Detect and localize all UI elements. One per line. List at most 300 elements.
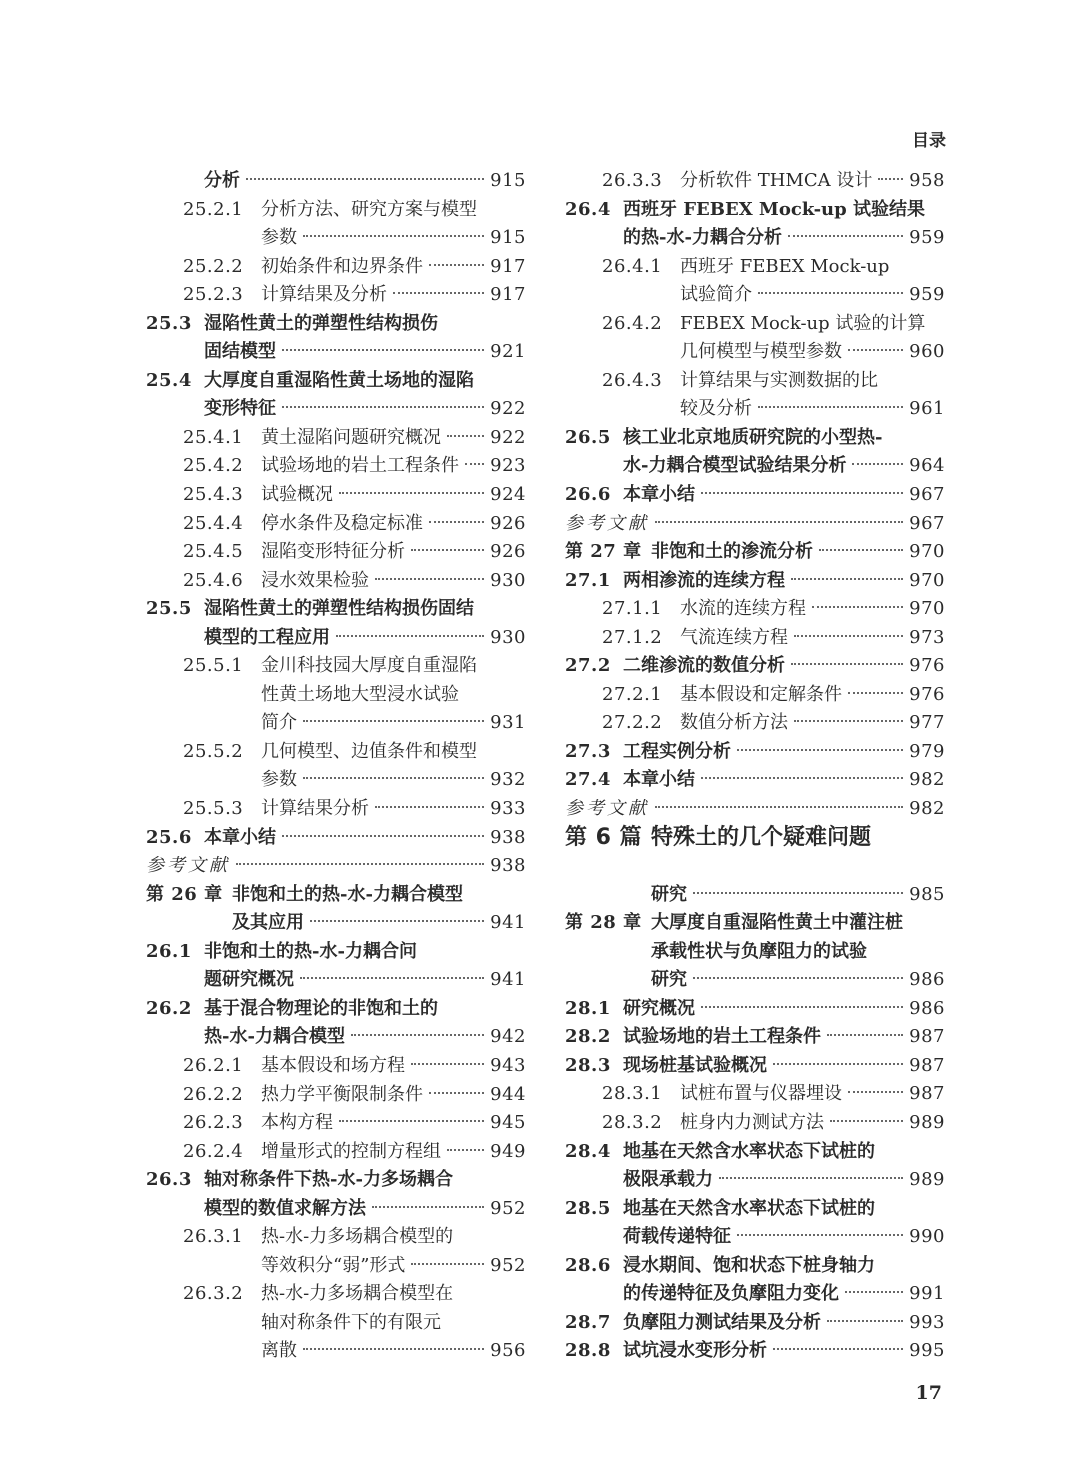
toc-entry [146, 681, 526, 710]
toc-entry [565, 310, 945, 339]
toc-entry [146, 1252, 526, 1281]
toc-entry-page: 952 [490, 1197, 526, 1219]
toc-entry [146, 224, 526, 253]
toc-entry-page: 917 [490, 255, 526, 277]
toc-entry-page: 915 [490, 170, 526, 191]
toc-entry-number: 25.4.2 [183, 455, 244, 477]
toc-entry-page: 959 [909, 227, 945, 249]
toc-entry [565, 709, 945, 738]
toc-entry-page: 985 [909, 883, 945, 905]
toc-entry-page: 956 [490, 1340, 526, 1362]
toc-entry [565, 281, 945, 310]
toc-entry [565, 738, 945, 767]
toc-entry-page: 964 [909, 455, 945, 477]
toc-entry [565, 624, 945, 653]
toc-entry-page: 982 [909, 769, 945, 791]
toc-entry [565, 909, 945, 938]
toc-entry-title: 非饱和土的渗流分析 [651, 541, 813, 563]
toc-entry-title: 本章小结 [204, 826, 276, 848]
toc-entry [565, 938, 945, 967]
dot-leader [693, 977, 903, 979]
toc-entry-title: 本章小结 [623, 769, 695, 791]
dot-leader [812, 606, 903, 608]
toc-entry [146, 196, 526, 225]
toc-entry-title: 核工业北京地质研究院的小型热- [623, 426, 883, 448]
toc-entry-title: 研究 [651, 883, 687, 905]
toc-entry [146, 652, 526, 681]
dot-leader [719, 1177, 903, 1179]
dot-leader [429, 521, 484, 523]
toc-entry [146, 938, 526, 967]
dot-leader [848, 692, 903, 694]
dot-leader [303, 1348, 484, 1350]
toc-entry [565, 167, 945, 196]
toc-entry-page: 921 [490, 341, 526, 363]
toc-entry-title: 参数 [261, 769, 297, 791]
toc-entry-number: 26.4 [565, 198, 611, 220]
toc-entry-number: 28.1 [565, 997, 611, 1019]
toc-entry [146, 966, 526, 995]
toc-entry-title: 数值分析方法 [680, 712, 788, 734]
toc-entry-page: 917 [490, 284, 526, 306]
toc-entry-title: 湿陷性黄土的弹塑性结构损伤固结 [204, 598, 474, 620]
toc-entry-page: 986 [909, 997, 945, 1019]
toc-entry-title: 模型的工程应用 [204, 626, 330, 648]
toc-entry-page: 958 [909, 170, 945, 191]
dot-leader [411, 1263, 484, 1265]
toc-entry [146, 1223, 526, 1252]
toc-entry-number: 27.1.2 [602, 626, 663, 648]
toc-entry-title: 黄土湿陷问题研究概况 [261, 426, 441, 448]
toc-entry-page: 995 [909, 1340, 945, 1362]
toc-entry-title: 研究 [651, 969, 687, 991]
dot-leader [375, 578, 484, 580]
toc-entry-title: 非饱和土的热-水-力耦合问 [204, 940, 417, 962]
toc-entry-page: 943 [490, 1054, 526, 1076]
toc-entry [146, 510, 526, 539]
dot-leader [830, 1120, 903, 1122]
toc-entry-page: 932 [490, 769, 526, 791]
toc-entry-title: 试验简介 [680, 284, 752, 306]
toc-entry [146, 795, 526, 824]
toc-entry [146, 481, 526, 510]
toc-entry-title: 气流连续方程 [680, 626, 788, 648]
toc-entry [565, 1280, 945, 1309]
toc-entry-page: 991 [909, 1283, 945, 1305]
dot-leader [655, 521, 903, 523]
toc-entry-title: 研究概况 [623, 997, 695, 1019]
toc-entry-number: 26.3.1 [183, 1226, 244, 1248]
toc-entry-title: 及其应用 [232, 912, 304, 934]
toc-entry-title: 性黄土场地大型浸水试验 [261, 683, 459, 705]
toc-entry [146, 367, 526, 396]
toc-entry [565, 1080, 945, 1109]
toc-entry [565, 966, 945, 995]
toc-entry [565, 395, 945, 424]
toc-entry-page: 989 [909, 1169, 945, 1191]
dot-leader [827, 1320, 903, 1322]
toc-entry-title: 基本假设和定解条件 [680, 683, 842, 705]
toc-entry-page: 938 [490, 826, 526, 848]
toc-entry-title: 模型的数值求解方法 [204, 1197, 366, 1219]
toc-entry-page: 961 [909, 398, 945, 420]
toc-entry-title: 大厚度自重湿陷性黄土场地的湿陷 [204, 369, 474, 391]
toc-entry-page: 987 [909, 1054, 945, 1076]
dot-leader [246, 178, 484, 180]
toc-entry-title: 等效积分“弱”形式 [261, 1254, 406, 1276]
toc-entry [565, 1109, 945, 1138]
toc-entry-page: 987 [909, 1083, 945, 1105]
toc-entry-title: 热-水-力多场耦合模型的 [261, 1226, 454, 1248]
toc-entry [565, 1252, 945, 1281]
toc-entry [565, 452, 945, 481]
toc-entry-number: 28.7 [565, 1311, 611, 1333]
toc-entry-page: 952 [490, 1254, 526, 1276]
toc-entry-number: 28.5 [565, 1197, 611, 1219]
dot-leader [701, 1006, 903, 1008]
dot-leader [788, 235, 903, 237]
toc-entry-title: 参考文献 [146, 855, 230, 877]
toc-entry-number: 26.2.3 [183, 1112, 244, 1134]
toc-entry-number: 25.2.1 [183, 198, 244, 220]
dot-leader [282, 406, 484, 408]
toc-entry-page: 967 [909, 484, 945, 506]
toc-entry-number: 26.3.2 [183, 1283, 244, 1305]
page-number: 17 [915, 1382, 942, 1404]
toc-entry-number: 26.4.3 [602, 369, 663, 391]
toc-entry-page: 930 [490, 626, 526, 648]
dot-leader [282, 349, 484, 351]
toc-entry-title: 水-力耦合模型试验结果分析 [623, 455, 847, 477]
toc-entry-title: 本章小结 [623, 484, 695, 506]
toc-entry-page: 970 [909, 598, 945, 620]
toc-entry-number: 25.2.2 [183, 255, 244, 277]
dot-leader [845, 1291, 903, 1293]
toc-entry-number: 27.2 [565, 655, 611, 677]
dot-leader [300, 977, 484, 979]
dot-leader [393, 292, 484, 294]
toc-entry-number: 28.6 [565, 1254, 611, 1276]
toc-entry-title: 的传递特征及负摩阻力变化 [623, 1283, 839, 1305]
toc-entry-title: 湿陷性黄土的弹塑性结构损伤 [204, 312, 438, 334]
toc-entry [146, 253, 526, 282]
toc-entry-title: 分析软件 THMCA 设计 [680, 170, 873, 191]
toc-right-column [565, 167, 945, 1366]
dot-leader [465, 463, 484, 465]
toc-entry [146, 452, 526, 481]
toc-entry-number: 26.3 [146, 1169, 192, 1191]
toc-entry-number: 25.4.5 [183, 541, 244, 563]
toc-entry-title: 参考文献 [565, 512, 649, 534]
toc-entry-title: 湿陷变形特征分析 [261, 541, 405, 563]
toc-entry-page: 938 [490, 855, 526, 877]
dot-leader [339, 1120, 484, 1122]
toc-entry-page: 915 [490, 227, 526, 249]
dot-leader [303, 235, 484, 237]
dot-leader [429, 1092, 484, 1094]
toc-entry [565, 1195, 945, 1224]
dot-leader [827, 1034, 903, 1036]
toc-entry-title: 基本假设和场方程 [261, 1054, 405, 1076]
toc-entry-title: 题研究概况 [204, 969, 294, 991]
toc-entry-number: 26.2.2 [183, 1083, 244, 1105]
toc-entry-title: 西班牙 FEBEX Mock-up [680, 255, 890, 277]
toc-entry [565, 795, 945, 824]
toc-entry-title: 变形特征 [204, 398, 276, 420]
toc-entry-page: 973 [909, 626, 945, 648]
toc-entry-number: 26.1 [146, 940, 192, 962]
toc-entry-number: 28.4 [565, 1140, 611, 1162]
toc-entry [565, 1138, 945, 1167]
toc-entry-title: 计算结果分析 [261, 798, 369, 820]
toc-entry [565, 481, 945, 510]
toc-entry-page: 949 [490, 1140, 526, 1162]
toc-entry [146, 1138, 526, 1167]
toc-entry-title: 二维渗流的数值分析 [623, 655, 785, 677]
toc-entry [146, 1023, 526, 1052]
dot-leader [701, 492, 903, 494]
toc-entry [565, 367, 945, 396]
toc-entry [146, 909, 526, 938]
toc-entry-page: 923 [490, 455, 526, 477]
toc-entry [565, 652, 945, 681]
toc-entry [146, 738, 526, 767]
toc-entry [565, 1166, 945, 1195]
dot-leader [372, 1206, 484, 1208]
toc-entry-title: 参数 [261, 227, 297, 249]
dot-leader [819, 549, 903, 551]
toc-entry-page: 926 [490, 541, 526, 563]
toc-entry-page: 941 [490, 969, 526, 991]
toc-entry-page: 922 [490, 426, 526, 448]
toc-entry [146, 624, 526, 653]
toc-entry-number: 25.5 [146, 598, 192, 620]
toc-entry-title: 现场桩基试验概况 [623, 1054, 767, 1076]
toc-entry [146, 310, 526, 339]
toc-entry [146, 1280, 526, 1309]
toc-entry [146, 852, 526, 881]
toc-entry [565, 1309, 945, 1338]
toc-entry-page: 930 [490, 569, 526, 591]
toc-entry-number: 26.3.3 [602, 170, 663, 191]
dot-leader [236, 863, 484, 865]
toc-entry [146, 424, 526, 453]
toc-entry-number: 28.3 [565, 1054, 611, 1076]
toc-entry-title: 西班牙 FEBEX Mock-up 试验结果 [623, 198, 925, 220]
toc-entry [565, 253, 945, 282]
toc-entry-number: 第 28 章 [565, 912, 642, 934]
toc-entry [146, 395, 526, 424]
toc-entry-page: 959 [909, 284, 945, 306]
dot-leader [693, 892, 903, 894]
toc-entry-title: 两相渗流的连续方程 [623, 569, 785, 591]
toc-entry-title: 热力学平衡限制条件 [261, 1083, 423, 1105]
toc-entry-page: 945 [490, 1112, 526, 1134]
toc-entry [565, 595, 945, 624]
toc-entry-title: 简介 [261, 712, 297, 734]
toc-entry-number: 25.5.2 [183, 740, 244, 762]
toc-entry-title: 参考文献 [565, 798, 649, 820]
dot-leader [339, 492, 484, 494]
toc-entry-number: 25.2.3 [183, 284, 244, 306]
toc-entry-number: 28.3.2 [602, 1111, 663, 1133]
toc-entry-page: 931 [490, 712, 526, 734]
toc-left-column [146, 167, 526, 1366]
toc-entry-title: 热-水-力耦合模型 [204, 1026, 345, 1048]
toc-entry-number: 26.2.4 [183, 1140, 244, 1162]
toc-entry [146, 709, 526, 738]
toc-entry-number: 25.3 [146, 312, 192, 334]
toc-entry-title: FEBEX Mock-up 试验的计算 [680, 312, 926, 334]
toc-entry-number: 25.5.1 [183, 655, 244, 677]
toc-entry [146, 1309, 526, 1338]
toc-entry-number: 26.5 [565, 426, 611, 448]
toc-entry-page: 986 [909, 969, 945, 991]
toc-entry-number: 25.4.6 [183, 569, 244, 591]
toc-entry-title: 承载性状与负摩阻力的试验 [651, 940, 867, 962]
toc-entry-page: 977 [909, 712, 945, 734]
toc-entry [565, 196, 945, 225]
toc-entry-title: 荷载传递特征 [623, 1226, 731, 1248]
toc-entry-title: 较及分析 [680, 398, 752, 420]
toc-entry-page: 970 [909, 541, 945, 563]
toc-entry-number: 28.2 [565, 1026, 611, 1048]
toc-entry-number: 26.2 [146, 997, 192, 1019]
toc-entry-number: 第 6 篇 [565, 824, 643, 850]
dot-leader [794, 635, 903, 637]
toc-entry-title: 初始条件和边界条件 [261, 255, 423, 277]
toc-entry-page: 924 [490, 484, 526, 506]
dot-leader [303, 777, 484, 779]
toc-entry [146, 538, 526, 567]
dot-leader [375, 806, 484, 808]
toc-entry-page: 976 [909, 655, 945, 677]
dot-leader [336, 635, 484, 637]
dot-leader [737, 1234, 903, 1236]
dot-leader [878, 178, 903, 180]
toc-entry [146, 1052, 526, 1081]
dot-leader [310, 920, 484, 922]
toc-entry [146, 595, 526, 624]
toc-entry-number: 27.2.2 [602, 712, 663, 734]
dot-leader [303, 720, 484, 722]
toc-entry [565, 567, 945, 596]
dot-leader [411, 549, 484, 551]
toc-entry-title: 几何模型与模型参数 [680, 341, 842, 363]
toc-entry-title: 试桩布置与仪器埋设 [680, 1083, 842, 1105]
dot-leader [848, 349, 903, 351]
toc-entry [146, 1195, 526, 1224]
toc-entry-title: 地基在天然含水率状态下试桩的 [623, 1197, 875, 1219]
toc-entry-title: 地基在天然含水率状态下试桩的 [623, 1140, 875, 1162]
toc-entry [146, 338, 526, 367]
toc-entry-title: 极限承载力 [623, 1169, 713, 1191]
toc-entry [565, 538, 945, 567]
toc-entry-number: 26.2.1 [183, 1054, 244, 1076]
toc-entry-title: 固结模型 [204, 341, 276, 363]
toc-entry-number: 25.4.4 [183, 512, 244, 534]
toc-entry-number: 25.4 [146, 369, 192, 391]
toc-entry-number: 25.4.1 [183, 426, 244, 448]
dot-leader [848, 1091, 903, 1093]
toc-entry-title: 分析 [204, 170, 240, 191]
toc-entry-page: 982 [909, 798, 945, 820]
toc-entry [565, 1023, 945, 1052]
toc-entry-title: 停水条件及稳定标准 [261, 512, 423, 534]
toc-entry [565, 338, 945, 367]
toc-entry-title: 离散 [261, 1340, 297, 1362]
toc-entry-number: 28.8 [565, 1340, 611, 1362]
toc-entry [146, 824, 526, 853]
toc-entry-title: 水流的连续方程 [680, 598, 806, 620]
toc-entry-title: 基于混合物理论的非饱和土的 [204, 997, 438, 1019]
toc-entry [565, 681, 945, 710]
toc-entry [146, 1166, 526, 1195]
toc-entry [565, 224, 945, 253]
dot-leader [758, 292, 903, 294]
toc-entry-title: 浸水效果检验 [261, 569, 369, 591]
dot-leader [351, 1034, 484, 1036]
toc-entry [565, 1052, 945, 1081]
toc-entry-page: 970 [909, 569, 945, 591]
toc-entry-title: 几何模型、边值条件和模型 [261, 740, 477, 762]
dot-leader [794, 720, 903, 722]
toc-entry-title: 计算结果及分析 [261, 284, 387, 306]
toc-entry-page: 990 [909, 1226, 945, 1248]
toc-entry [565, 424, 945, 453]
toc-entry [146, 281, 526, 310]
toc-entry-title: 热-水-力多场耦合模型在 [261, 1283, 454, 1305]
toc-entry [146, 995, 526, 1024]
toc-entry-page: 979 [909, 740, 945, 762]
toc-entry-title: 本构方程 [261, 1112, 333, 1134]
toc-entry-page: 926 [490, 512, 526, 534]
toc-entry [565, 510, 945, 539]
toc-entry-title: 增量形式的控制方程组 [261, 1140, 441, 1162]
toc-entry-title: 分析方法、研究方案与模型 [261, 198, 477, 220]
toc-entry-number: 26.6 [565, 484, 611, 506]
toc-entry-title: 试坑浸水变形分析 [623, 1340, 767, 1362]
toc-entry-number: 27.4 [565, 769, 611, 791]
toc-entry [565, 824, 945, 881]
toc-entry-page: 976 [909, 683, 945, 705]
toc-entry-title: 负摩阻力测试结果及分析 [623, 1311, 821, 1333]
toc-entry [146, 567, 526, 596]
toc-entry-number: 27.1 [565, 569, 611, 591]
toc-entry [565, 881, 945, 910]
toc-entry-number: 27.1.1 [602, 598, 663, 620]
toc-entry-number: 第 27 章 [565, 541, 642, 563]
toc-entry [565, 1337, 945, 1366]
toc-entry-page: 922 [490, 398, 526, 420]
toc-entry-title: 金川科技园大厚度自重湿陷 [261, 655, 477, 677]
dot-leader [773, 1348, 903, 1350]
toc-entry-number: 28.3.1 [602, 1083, 663, 1105]
toc-entry-page: 941 [490, 912, 526, 934]
dot-leader [758, 406, 903, 408]
toc-entry-page: 942 [490, 1026, 526, 1048]
dot-leader [411, 1063, 484, 1065]
toc-entry-page: 989 [909, 1111, 945, 1133]
toc-entry-title: 试验概况 [261, 484, 333, 506]
toc-entry-number: 27.2.1 [602, 683, 663, 705]
toc-entry-title: 特殊土的几个疑难问题 [651, 824, 872, 850]
toc-entry-number: 第 26 章 [146, 883, 223, 905]
toc-entry-number: 25.4.3 [183, 484, 244, 506]
dot-leader [282, 835, 484, 837]
toc-entry [146, 881, 526, 910]
toc-entry-number: 25.5.3 [183, 798, 244, 820]
